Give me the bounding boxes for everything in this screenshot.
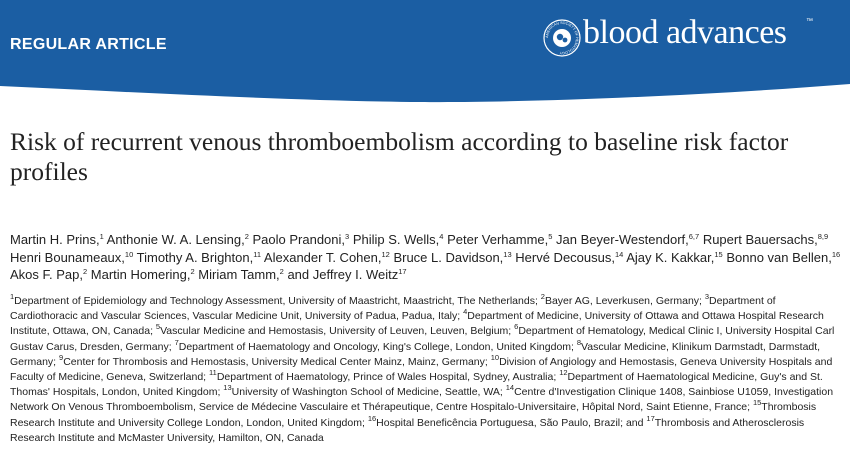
- author-affiliation-ref: 4: [439, 232, 444, 241]
- journal-name: blood advances: [583, 14, 787, 51]
- author-item[interactable]: [353, 232, 444, 247]
- author-affiliation-ref: 8,9: [817, 232, 829, 241]
- author-affiliation-ref: 5: [548, 232, 553, 241]
- affiliation-number: 4: [463, 307, 468, 317]
- affiliation-text: Department of Hematology, Medical Clinic I, University Hospital Carl Gustav Carus, Dresden, Germany;: [10, 325, 835, 353]
- author-affiliation-ref: 3: [345, 232, 350, 241]
- author-item[interactable]: [515, 250, 623, 265]
- ash-seal-icon: [543, 19, 581, 57]
- author-affiliation-ref: 6,7: [688, 232, 700, 241]
- author-affiliation-ref: 2: [244, 232, 249, 241]
- affiliation-number: 1: [10, 292, 15, 301]
- affiliation-number: 6: [514, 322, 519, 332]
- author-affiliation-ref: 15: [714, 249, 723, 259]
- author-name: Timothy A. Brighton,: [136, 249, 254, 265]
- affiliation-text: Hospital Beneficência Portuguesa, São Paulo, Brazil; and: [376, 416, 647, 429]
- affiliation-number: 13: [223, 383, 232, 393]
- affiliation-number: 8: [576, 337, 582, 347]
- affiliation-text: Department of Cardiothoracic and Vascular Sciences, Vascular Medicine Unit, University of Padua, Padua, Italy;: [10, 295, 776, 323]
- affiliation-number: 7: [174, 337, 179, 347]
- author-item[interactable]: [447, 232, 552, 247]
- author-affiliation-ref: 1: [99, 232, 104, 241]
- affiliation-number: 12: [559, 368, 568, 378]
- author-item[interactable]: [198, 267, 284, 282]
- svg-text:AMERICAN SOCIETY OF HEMATOLOGY: AMERICAN SOCIETY OF HEMATOLOGY: [544, 20, 580, 56]
- author-affiliation-ref: 2: [82, 267, 88, 277]
- affiliation-number: 11: [209, 368, 217, 378]
- affiliation-text: Division of Angiology and Hemostasis, Geneva University Hospitals and Faculty of Medicine, Geneva, Switzerland;: [10, 355, 833, 384]
- affiliation-number: 5: [155, 322, 161, 332]
- author-item[interactable]: [264, 250, 390, 265]
- affiliation-number: 16: [367, 413, 377, 423]
- affiliation-list: [10, 294, 845, 446]
- affiliation-number: 17: [646, 413, 655, 423]
- article-type-label: REGULAR ARTICLE: [10, 36, 167, 53]
- author-affiliation-ref: 10: [124, 249, 134, 259]
- author-item[interactable]: [393, 250, 511, 265]
- author-name: Philip S. Wells,: [352, 232, 440, 247]
- affiliation-text: Center for Thrombosis and Hemostasis, University Medical Center Mainz, Mainz, Germany;: [63, 355, 491, 368]
- affiliation-number: 15: [752, 398, 762, 408]
- author-name: Rupert Bauersachs,: [702, 232, 818, 247]
- author-affiliation-ref: 2: [279, 267, 284, 277]
- author-name: Alexander T. Cohen,: [263, 249, 382, 265]
- affiliation-text: Thrombosis and Atherosclerosis Research Institute and McMaster University, Hamilton, ON, Canada: [10, 416, 805, 444]
- affiliation-text: Department of Haematology, Prince of Wales Hospital, Sydney, Australia;: [216, 371, 560, 384]
- author-name: Henri Bounameaux,: [10, 249, 125, 265]
- author-affiliation-ref: 11: [253, 249, 262, 259]
- author-item[interactable]: [726, 250, 840, 265]
- affiliation-text: Centre d'Investigation Clinique 1408, Sainbiose U1059, Investigation Network On Venous Thromboembolism, Service de Médecine Vasculaire et Thérapeutique, Centre Hospitalo-Universitaire, Hôpital Nord, Saint Etienne, France;: [10, 386, 834, 414]
- author-name: Martin H. Prins,: [10, 232, 100, 247]
- author-affiliation-ref: 14: [614, 249, 624, 259]
- author-item[interactable]: [137, 250, 261, 265]
- author-item[interactable]: [626, 250, 723, 265]
- author-item[interactable]: [107, 232, 249, 247]
- author-affiliation-ref: 16: [831, 249, 841, 259]
- author-item[interactable]: [10, 267, 87, 282]
- affiliation-number: 14: [505, 383, 515, 393]
- author-item[interactable]: [556, 232, 699, 247]
- author-name: Anthonie W. A. Lensing,: [106, 232, 245, 247]
- author-name: Bruce L. Davidson,: [393, 249, 504, 265]
- affiliation-text: Bayer AG, Leverkusen, Germany;: [544, 295, 705, 307]
- author-affiliation-ref: 17: [398, 267, 407, 277]
- author-name: Hervé Decousus,: [515, 249, 615, 265]
- affiliation-text: University of Washington School of Medicine, Seattle, WA;: [231, 386, 506, 399]
- affiliation-text: Vascular Medicine and Hemostasis, University of Leuven, Leuven, Belgium;: [160, 325, 515, 338]
- author-name: Bonno van Bellen,: [726, 249, 832, 265]
- author-name: and Jeffrey I. Weitz: [287, 267, 399, 283]
- affiliation-number: 2: [540, 292, 545, 301]
- affiliation-text: Department of Haematology and Oncology, King's College, London, United Kingdom;: [178, 340, 577, 353]
- author-affiliation-ref: 2: [190, 267, 195, 277]
- affiliation-number: 9: [59, 352, 64, 362]
- trademark-mark: ™: [806, 18, 813, 25]
- affiliation-number: 3: [704, 292, 710, 301]
- author-affiliation-ref: 13: [503, 249, 512, 259]
- author-name: Paolo Prandoni,: [252, 232, 346, 247]
- author-item[interactable]: [91, 267, 195, 282]
- author-name: Martin Homering,: [90, 267, 191, 283]
- affiliation-number: 10: [490, 352, 500, 362]
- author-name: Jan Beyer-Westendorf,: [556, 232, 689, 247]
- author-item[interactable]: [10, 250, 133, 265]
- author-item[interactable]: [287, 267, 406, 282]
- affiliation-text: Department of Medicine, University of Ottawa and Ottawa Hospital Research Institute, Ottawa, ON, Canada;: [10, 310, 824, 338]
- author-name: Akos F. Pap,: [10, 267, 83, 283]
- author-item[interactable]: [703, 232, 828, 247]
- affiliation-text: Department of Haematological Medicine, Guy's and St. Thomas' Hospitals, London, United Kingdom;: [10, 371, 823, 399]
- affiliation-text: Thrombosis Research Institute and University College London, London, United Kingdom;: [10, 401, 817, 429]
- author-name: Peter Verhamme,: [447, 232, 549, 247]
- author-list: [10, 231, 845, 284]
- author-name: Ajay K. Kakkar,: [626, 249, 715, 265]
- author-name: Miriam Tamm,: [198, 267, 280, 283]
- article-title: Risk of recurrent venous thromboembolism according to baseline risk factor profiles: [10, 127, 789, 186]
- affiliation-text: Department of Epidemiology and Technology Assessment, University of Maastricht, Maastricht, The Netherlands;: [14, 295, 541, 307]
- journal-banner: [0, 0, 850, 112]
- affiliation-text: Vascular Medicine, Klinikum Darmstadt, Darmstadt, Germany;: [10, 340, 821, 368]
- author-item[interactable]: [253, 232, 350, 247]
- author-affiliation-ref: 12: [381, 249, 390, 259]
- author-item[interactable]: [10, 232, 104, 247]
